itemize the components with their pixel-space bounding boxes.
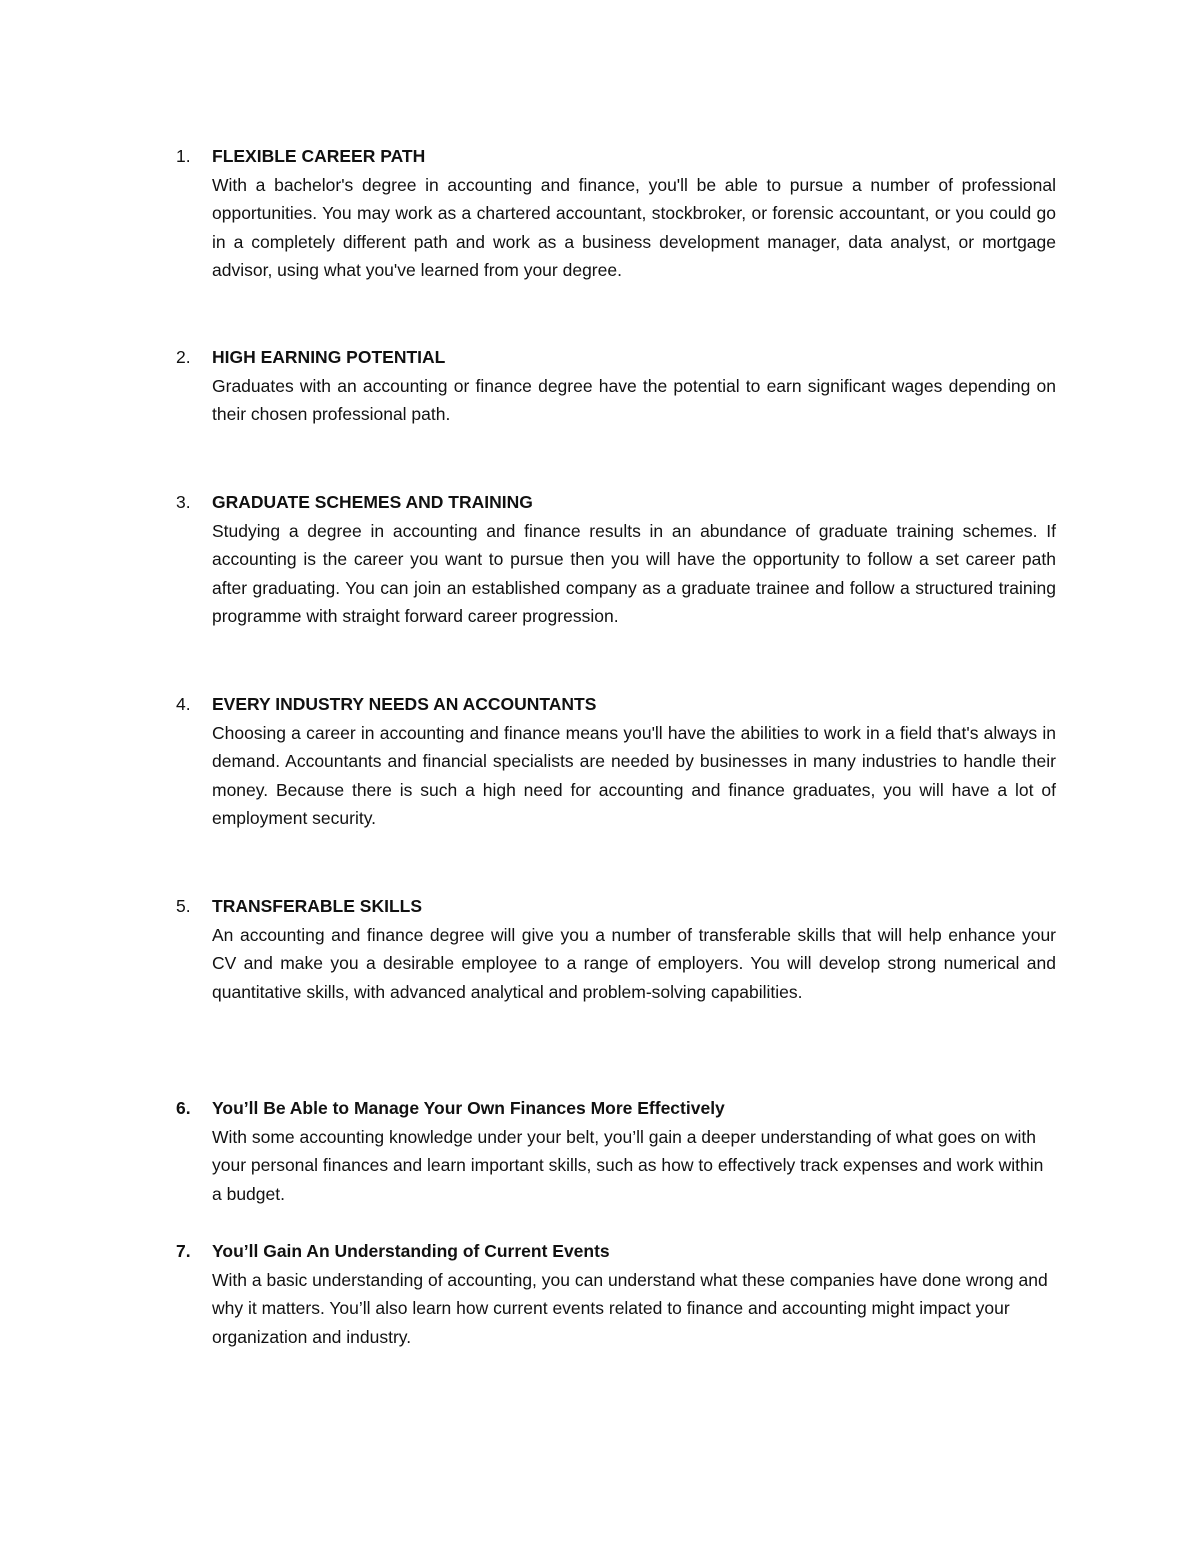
- item-number: 1.: [176, 146, 191, 166]
- list-item: [170, 690, 1060, 833]
- item-heading: TRANSFERABLE SKILLS: [212, 896, 422, 916]
- item-number: 4.: [176, 694, 191, 714]
- item-heading: GRADUATE SCHEMES AND TRAINING: [212, 492, 533, 512]
- item-body: With a bachelor's degree in accounting and finance, you'll be able to pursue a number of professional opportunities. You may work as a chartered accountant, stockbroker, or forensic accountant, or you could go in a completely different path and work as a business development manager, data analyst, or mortgage advisor, using what you've learned from your degree.: [212, 174, 1056, 280]
- item-body: Graduates with an accounting or finance degree have the potential to earn significant wages depending on their chosen professional path.: [212, 375, 1056, 424]
- list-item: [170, 1094, 1060, 1208]
- item-body: An accounting and finance degree will give you a number of transferable skills that will help enhance your CV and make you a desirable employee to a range of employers. You will develop strong numerical and quantitative skills, with advanced analytical and problem-solving capabilities.: [212, 924, 1056, 1002]
- item-number: 7.: [176, 1241, 191, 1261]
- list-item: [170, 892, 1060, 1006]
- item-number: 3.: [176, 492, 191, 512]
- list-item: [170, 142, 1060, 285]
- item-heading: You’ll Gain An Understanding of Current Events: [212, 1241, 610, 1261]
- item-number: 6.: [176, 1098, 191, 1118]
- item-number: 2.: [176, 347, 191, 367]
- item-heading: EVERY INDUSTRY NEEDS AN ACCOUNTANTS: [212, 694, 597, 714]
- item-number: 5.: [176, 896, 191, 916]
- item-body: With a basic understanding of accounting, you can understand what these companies have done wrong and why it matters. You’ll also learn how current events related to finance and accounting might impact your organization and industry.: [212, 1269, 1048, 1347]
- item-body: With some accounting knowledge under your belt, you’ll gain a deeper understanding of what goes on with your personal finances and learn important skills, such as how to effectively track expenses and work within a budget.: [212, 1126, 1044, 1204]
- list-item: [170, 343, 1060, 429]
- item-body: Studying a degree in accounting and finance results in an abundance of graduate training schemes. If accounting is the career you want to pursue then you will have the opportunity to follow a set career path after graduating. You can join an established company as a graduate trainee and follow a structured training programme with straight forward career progression.: [212, 520, 1056, 626]
- list-item: [170, 488, 1060, 631]
- item-body: Choosing a career in accounting and finance means you'll have the abilities to work in a field that's always in demand. Accountants and financial specialists are needed by businesses in many industries to handle their money. Because there is such a high need for accounting and finance graduates, you will have a lot of employment security.: [212, 722, 1056, 828]
- item-heading: FLEXIBLE CAREER PATH: [212, 146, 426, 166]
- list-item: [170, 1237, 1060, 1351]
- item-heading: You’ll Be Able to Manage Your Own Finances More Effectively: [212, 1098, 725, 1118]
- item-heading: HIGH EARNING POTENTIAL: [212, 347, 446, 367]
